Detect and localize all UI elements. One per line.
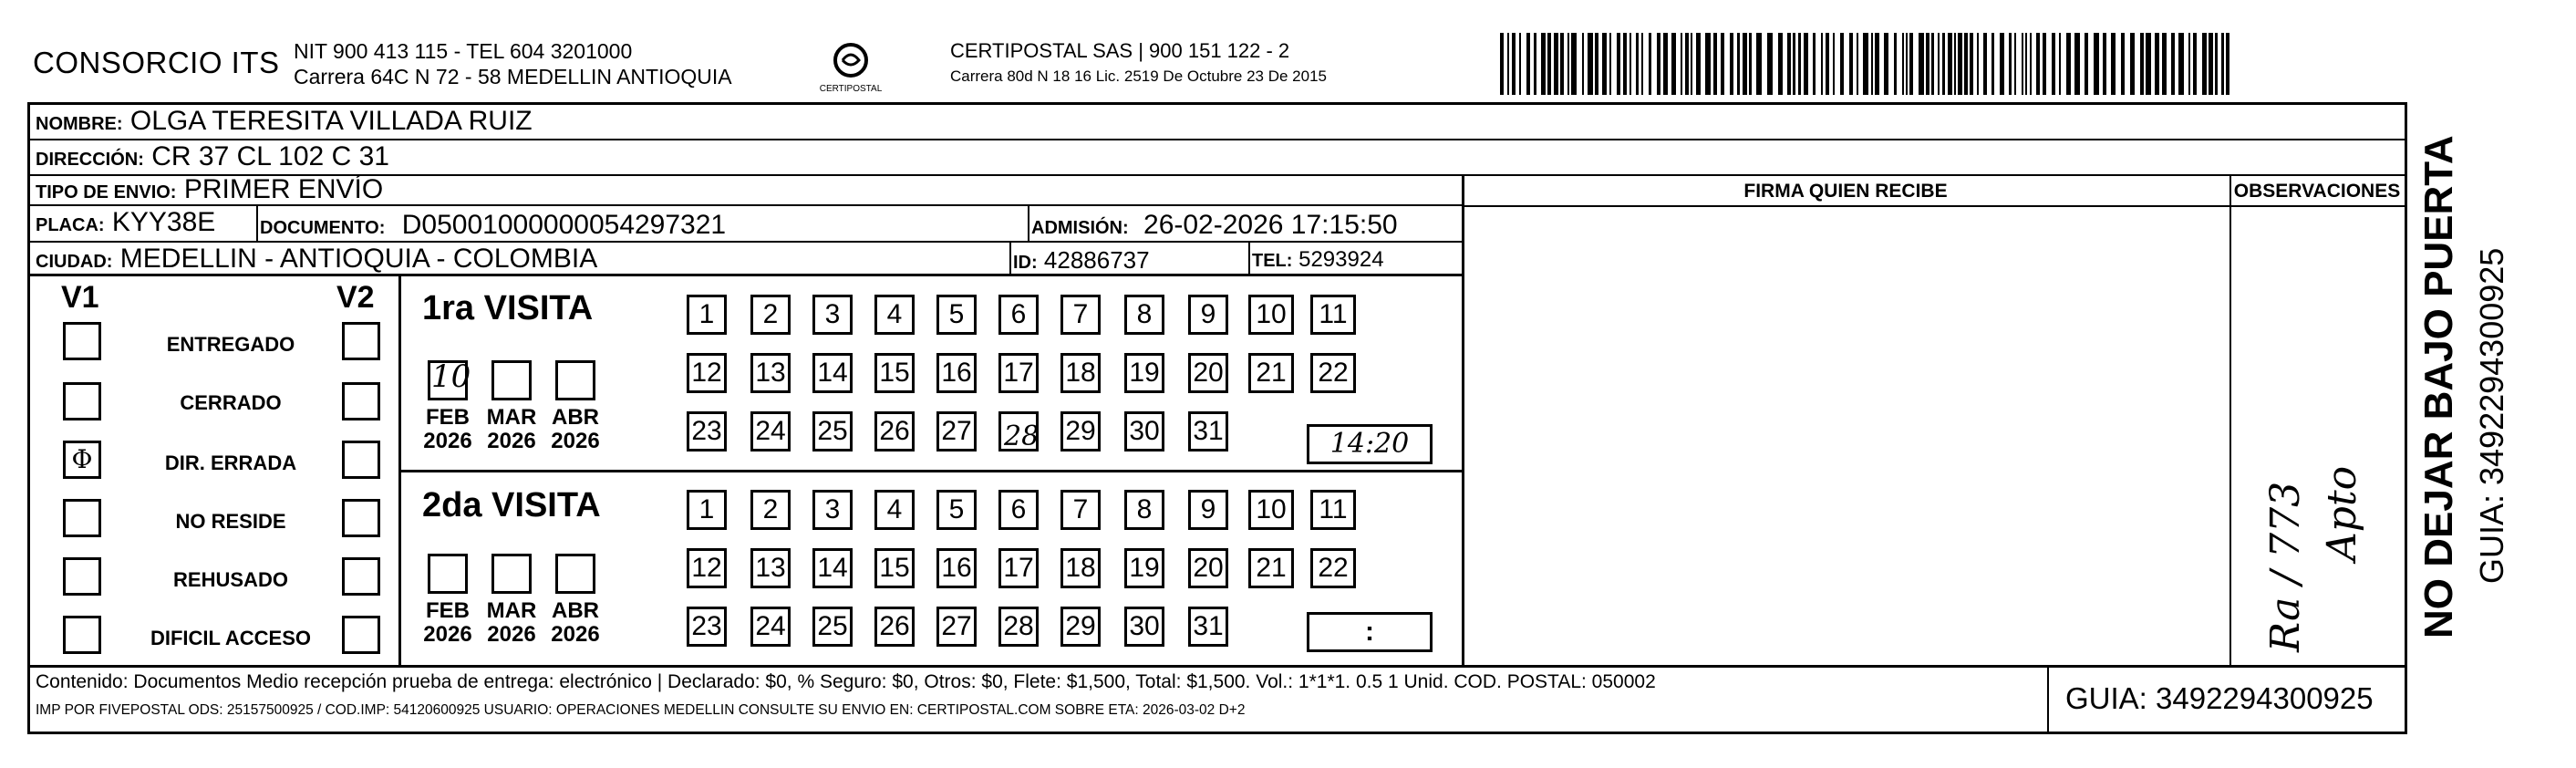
observation-line2: Apto — [2319, 465, 2365, 561]
nombre-label: NOMBRE: — [36, 114, 123, 134]
ciudad-label: CIUDAD: — [36, 252, 113, 272]
id-cell — [1013, 244, 1150, 278]
second-visit-day-14[interactable]: 14 — [812, 548, 853, 588]
second-visit-day-24[interactable]: 24 — [750, 607, 791, 647]
first-visit-day-19[interactable]: 19 — [1124, 353, 1164, 393]
direccion-value: CR 37 CL 102 C 31 — [151, 141, 389, 171]
ciudad-row — [30, 243, 1462, 276]
v2-no-reside-checkbox[interactable] — [342, 499, 380, 537]
second-visit-day-12[interactable]: 12 — [687, 548, 727, 588]
first-visit-day-25[interactable]: 25 — [812, 411, 853, 451]
second-visit-title: 2da VISITA — [422, 486, 601, 524]
v2-label: V2 — [336, 280, 375, 315]
second-visit-day-5[interactable]: 5 — [936, 490, 977, 530]
carrier-line: CERTIPOSTAL SAS | 900 151 122 - 2 — [950, 39, 1290, 62]
documento-value: D05001000000054297321 — [401, 210, 727, 240]
admision-value: 26-02-2026 17:15:50 — [1143, 210, 1398, 240]
second-visit-day-28[interactable]: 28 — [998, 607, 1039, 647]
tel-cell — [1252, 244, 1384, 276]
footer-print-info: IMP POR FIVEPOSTAL ODS: 25157500925 / COD.IMP: 54120600925 USUARIO: OPERACIONES MEDELLIN CONSULTE SU ENVIO EN: CERTIPOSTAL.COM SOBRE ETA: 2026-03-02 D+2 — [36, 702, 1246, 718]
second-visit-abr-box[interactable] — [555, 554, 595, 594]
second-visit-day-7[interactable]: 7 — [1060, 490, 1101, 530]
second-visit-day-13[interactable]: 13 — [750, 548, 791, 588]
v2-rehusado-checkbox[interactable] — [342, 557, 380, 596]
tipo-row — [30, 176, 1462, 206]
second-visit-month-abr — [546, 599, 605, 647]
second-visit-day-23[interactable]: 23 — [687, 607, 727, 647]
tel-label: TEL: — [1252, 251, 1293, 271]
first-visit-day-31[interactable]: 31 — [1188, 411, 1228, 451]
first-visit-day-30[interactable]: 30 — [1124, 411, 1164, 451]
first-visit-mar-box[interactable] — [491, 360, 532, 400]
divider — [1028, 206, 1029, 243]
tel-value: 5293924 — [1298, 247, 1384, 272]
month-year: 2026 — [487, 622, 536, 647]
documento-label: DOCUMENTO: — [260, 218, 386, 238]
divider — [256, 206, 258, 243]
second-visit-day-3[interactable]: 3 — [812, 490, 853, 530]
v1-label: V1 — [61, 280, 99, 315]
nombre-value: OLGA TERESITA VILLADA RUIZ — [129, 106, 533, 136]
option-cerrado: CERRADO — [180, 391, 282, 414]
first-visit-day-5[interactable]: 5 — [936, 295, 977, 335]
first-visit-day-8[interactable]: 8 — [1124, 295, 1164, 335]
first-visit-day-27[interactable]: 27 — [936, 411, 977, 451]
v1-dir-errada-checkbox[interactable]: Φ — [63, 441, 101, 479]
month-name: ABR — [552, 405, 599, 430]
first-visit-day-17[interactable]: 17 — [998, 353, 1039, 393]
second-visit-month-feb — [419, 599, 477, 647]
second-visit-feb-box[interactable] — [428, 554, 468, 594]
side-warning: NO DEJAR BAJO PUERTA — [2416, 135, 2461, 638]
footer-divider — [2047, 665, 2049, 732]
second-visit-day-1[interactable]: 1 — [687, 490, 727, 530]
first-visit-day-13[interactable]: 13 — [750, 353, 791, 393]
tipo-value: PRIMER ENVÍO — [183, 174, 384, 204]
month-year: 2026 — [423, 429, 472, 453]
first-visit-day-23[interactable]: 23 — [687, 411, 727, 451]
first-visit-day-18[interactable]: 18 — [1060, 353, 1101, 393]
first-visit-day-14[interactable]: 14 — [812, 353, 853, 393]
v1-no-reside-checkbox[interactable] — [63, 499, 101, 537]
option-no-reside: NO RESIDE — [175, 510, 286, 533]
footer-contents: Contenido: Documentos Medio recepción prueba de entrega: electrónico | Declarado: $0, % Seguro: $0, Otros: $0, Flete: $1,500, Total: $1,500. Vol.: 1*1*1. 0.5 1 Unid. COD. POSTAL: 050002 — [36, 671, 1656, 692]
second-visit-day-30[interactable]: 30 — [1124, 607, 1164, 647]
first-visit-day-3[interactable]: 3 — [812, 295, 853, 335]
admision-label: ADMISIÓN: — [1031, 218, 1129, 238]
second-visit-day-27[interactable]: 27 — [936, 607, 977, 647]
first-visit-day-9[interactable]: 9 — [1188, 295, 1228, 335]
v1-rehusado-checkbox[interactable] — [63, 557, 101, 596]
v1-cerrado-checkbox[interactable] — [63, 382, 101, 420]
second-visit-month-mar — [482, 599, 541, 647]
second-visit-time-box[interactable]: : — [1307, 612, 1433, 652]
nombre-row — [30, 105, 2405, 140]
divider — [1462, 176, 1464, 665]
option-dificil-acceso: DIFICIL ACCESO — [150, 627, 311, 649]
first-visit-day-20[interactable]: 20 — [1188, 353, 1228, 393]
first-visit-day-15[interactable]: 15 — [874, 353, 915, 393]
second-visit-day-8[interactable]: 8 — [1124, 490, 1164, 530]
carrier-info — [950, 38, 1327, 89]
ciudad-value: MEDELLIN - ANTIOQUIA - COLOMBIA — [119, 244, 598, 274]
option-dir-errada: DIR. ERRADA — [164, 451, 297, 474]
second-visit-day-31[interactable]: 31 — [1188, 607, 1228, 647]
feb-mark: 10 — [431, 358, 471, 395]
delivery-form — [27, 102, 2407, 734]
second-visit-day-29[interactable]: 29 — [1060, 607, 1101, 647]
first-visit-month-mar — [482, 406, 541, 453]
placa-value: KYY38E — [111, 207, 216, 237]
first-visit-time-box[interactable]: 14:20 — [1307, 424, 1433, 464]
second-visit-day-9[interactable]: 9 — [1188, 490, 1228, 530]
second-visit-day-26[interactable]: 26 — [874, 607, 915, 647]
first-visit-title: 1ra VISITA — [422, 289, 594, 327]
barcode — [1500, 33, 2229, 95]
divider — [1009, 243, 1011, 276]
placa-label: PLACA: — [36, 215, 105, 235]
nit-line: NIT 900 413 115 - TEL 604 3201000 — [294, 39, 633, 63]
v2-cerrado-checkbox[interactable] — [342, 382, 380, 420]
signature-area[interactable] — [1465, 208, 2228, 664]
first-visit-day-7[interactable]: 7 — [1060, 295, 1101, 335]
second-visit-day-25[interactable]: 25 — [812, 607, 853, 647]
first-visit-day-11[interactable]: 11 — [1310, 295, 1356, 335]
day-mark: 28 — [1004, 420, 1040, 452]
firma-label: FIRMA QUIEN RECIBE — [1462, 178, 2229, 207]
documento-cell — [260, 209, 726, 244]
id-label: ID: — [1013, 253, 1038, 273]
company-name: CONSORCIO ITS — [33, 46, 280, 79]
first-visit-day-1[interactable]: 1 — [687, 295, 727, 335]
second-visit-day-18[interactable]: 18 — [1060, 548, 1101, 588]
second-visit-day-6[interactable]: 6 — [998, 490, 1039, 530]
month-year: 2026 — [423, 622, 472, 647]
second-visit-day-20[interactable]: 20 — [1188, 548, 1228, 588]
tipo-label: TIPO DE ENVIO: — [36, 182, 177, 202]
id-value: 42886737 — [1043, 246, 1150, 274]
visit-divider — [398, 470, 1462, 472]
v2-entregado-checkbox[interactable] — [342, 322, 380, 360]
direccion-row — [30, 140, 2405, 176]
certipostal-logo — [810, 36, 892, 109]
logo-text: CERTIPOSTAL — [819, 84, 883, 94]
second-visit-day-17[interactable]: 17 — [998, 548, 1039, 588]
month-name: FEB — [426, 598, 470, 623]
first-visit-day-2[interactable]: 2 — [750, 295, 791, 335]
first-visit-month-feb — [419, 406, 477, 453]
first-visit-day-29[interactable]: 29 — [1060, 411, 1101, 451]
second-visit-mar-box[interactable] — [491, 554, 532, 594]
first-visit-abr-box[interactable] — [555, 360, 595, 400]
address-line: Carrera 64C N 72 - 58 MEDELLIN ANTIOQUIA — [294, 65, 732, 88]
month-name: MAR — [486, 405, 537, 430]
second-visit-day-19[interactable]: 19 — [1124, 548, 1164, 588]
first-visit-month-abr — [546, 406, 605, 453]
option-rehusado: REHUSADO — [173, 568, 288, 591]
first-visit-day-26[interactable]: 26 — [874, 411, 915, 451]
month-name: ABR — [552, 598, 599, 623]
first-visit-day-12[interactable]: 12 — [687, 353, 727, 393]
carrier-license: Carrera 80d N 18 16 Lic. 2519 De Octubre 23 De 2015 — [950, 67, 1327, 85]
first-visit-day-6[interactable]: 6 — [998, 295, 1039, 335]
observaciones-label: OBSERVACIONES — [2229, 178, 2405, 207]
second-visit-day-15[interactable]: 15 — [874, 548, 915, 588]
month-year: 2026 — [551, 429, 600, 453]
company-info — [294, 38, 732, 89]
first-visit-day-4[interactable]: 4 — [874, 295, 915, 335]
month-year: 2026 — [551, 622, 600, 647]
footer-guia: GUIA: 3492294300925 — [2065, 681, 2374, 715]
visit-divider — [398, 276, 401, 665]
v2-dificil-acceso-checkbox[interactable] — [342, 616, 380, 654]
second-visit-day-4[interactable]: 4 — [874, 490, 915, 530]
month-name: MAR — [486, 598, 537, 623]
v1-dificil-acceso-checkbox[interactable] — [63, 616, 101, 654]
observation-line1: Ra / 773 — [2262, 481, 2309, 652]
first-visit-day-10[interactable]: 10 — [1248, 295, 1294, 335]
divider — [2229, 176, 2231, 665]
second-visit-day-2[interactable]: 2 — [750, 490, 791, 530]
first-visit-day-22[interactable]: 22 — [1310, 353, 1356, 393]
divider — [1248, 243, 1250, 276]
first-visit-day-24[interactable]: 24 — [750, 411, 791, 451]
v1-entregado-checkbox[interactable] — [63, 322, 101, 360]
second-visit-day-22[interactable]: 22 — [1310, 548, 1356, 588]
direccion-label: DIRECCIÓN: — [36, 150, 144, 170]
month-year: 2026 — [487, 429, 536, 453]
first-visit-day-21[interactable]: 21 — [1248, 353, 1294, 393]
second-visit-day-16[interactable]: 16 — [936, 548, 977, 588]
second-visit-day-21[interactable]: 21 — [1248, 548, 1294, 588]
v2-dir-errada-checkbox[interactable] — [342, 441, 380, 479]
first-visit-day-16[interactable]: 16 — [936, 353, 977, 393]
second-visit-day-10[interactable]: 10 — [1248, 490, 1294, 530]
option-entregado: ENTREGADO — [166, 333, 295, 356]
second-visit-day-11[interactable]: 11 — [1310, 490, 1356, 530]
side-guia: GUIA: 3492294300925 — [2473, 247, 2510, 584]
admision-cell — [1031, 209, 1398, 244]
month-name: FEB — [426, 405, 470, 430]
